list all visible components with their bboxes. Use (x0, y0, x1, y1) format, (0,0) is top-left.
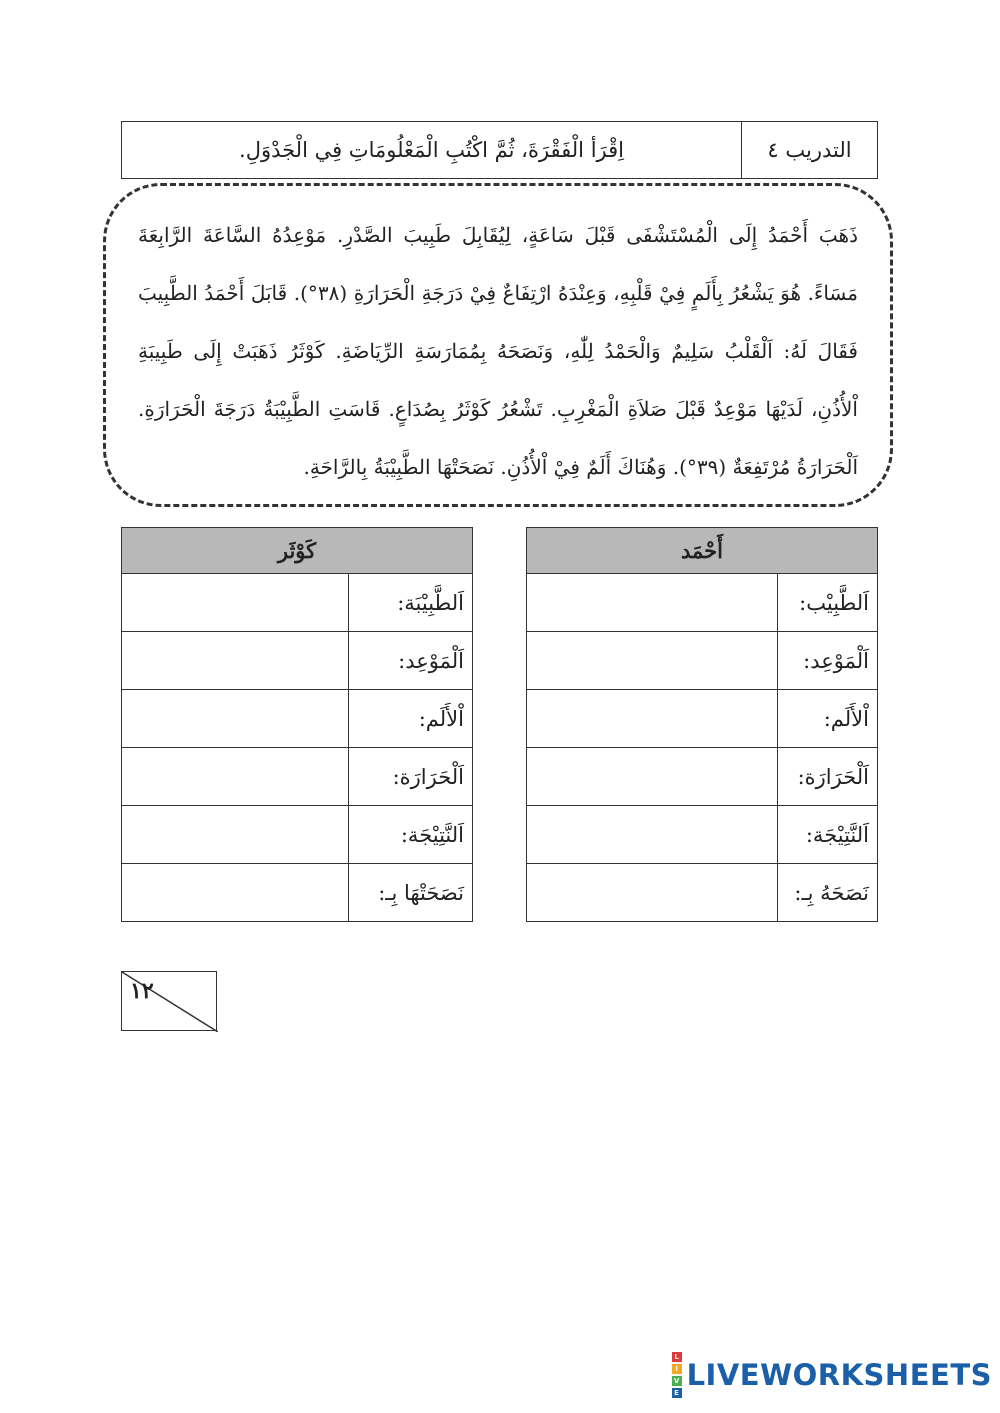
row-label: اَلْحَرَارَة: (778, 748, 878, 806)
ahmad-table-title: أَحْمَد (527, 528, 878, 574)
answer-cell[interactable] (122, 690, 349, 748)
page-number-box (121, 971, 217, 1031)
answer-cell[interactable] (122, 806, 349, 864)
row-label: اَلْحَرَارَة: (349, 748, 473, 806)
answer-cell[interactable] (527, 806, 778, 864)
table-row (527, 690, 878, 748)
answer-cell[interactable] (122, 864, 349, 922)
row-label: نَصَحَهُ بِـ: (778, 864, 878, 922)
table-row (122, 690, 473, 748)
answer-cell[interactable] (122, 748, 349, 806)
row-label: اَلْمَوْعِد: (778, 632, 878, 690)
logo-letter: I (672, 1364, 682, 1374)
row-label: اَلطَّبِيْبَة: (349, 574, 473, 632)
answer-cell[interactable] (527, 864, 778, 922)
answer-cell[interactable] (122, 574, 349, 632)
logo-letter: V (672, 1376, 682, 1386)
row-label: اْلأَلَم: (778, 690, 878, 748)
row-label: اَلنَّتِيْجَة: (349, 806, 473, 864)
exercise-number: التدريب ٤ (741, 122, 877, 178)
table-row (527, 864, 878, 922)
exercise-header (121, 121, 878, 179)
page-number: ١٢ (130, 978, 154, 1004)
table-row (527, 632, 878, 690)
logo-letter: E (672, 1388, 682, 1398)
row-label: نَصَحَتْهَا بِـ: (349, 864, 473, 922)
row-label: اَلطَّبِيْب: (778, 574, 878, 632)
row-label: اْلأَلَم: (349, 690, 473, 748)
reading-passage: ذَهَبَ أَحْمَدُ إِلَى الْمُسْتَشْفَى قَبْلَ سَاعَةٍ، لِيُقَابِلَ طَبِيبَ الصَّدْرِ. مَوْعِدُهُ السَّاعَةَ الرَّابِعَةَ مَسَاءً. هُوَ يَشْعُرُ بِأَلَمٍ فِيْ قَلْبِهِ، وَعِنْدَهُ ارْتِفَاعٌ فِيْ دَرَجَةِ الْحَرَارَةِ (٣٨°). قَابَلَ أَحْمَدُ الطَّبِيبَ فَقَالَ لَهُ: اَلْقَلْبُ سَلِيمٌ وَالْحَمْدُ لِلّٰهِ، وَنَصَحَهُ بِمُمَارَسَةِ الرِّيَاضَةِ. كَوْثَرُ ذَهَبَتْ إِلَى طَبِيبَةِ اْلأُذُنِ، لَدَيْهَا مَوْعِدٌ قَبْلَ صَلاَةِ الْمَغْرِبِ. تَشْعُرُ كَوْثَرُ بِصُدَاعٍ. قَاسَتِ الطَّبِيْبَةُ دَرَجَةَ الْحَرَارَةِ. اَلْحَرَارَةُ مُرْتَفِعَةٌ (٣٩°). وَهُنَاكَ أَلَمٌ فِيْ اْلأُذُنِ. نَصَحَتْهَا الطَّبِيْبَةُ بِالرَّاحَةِ. (103, 183, 893, 507)
table-row (122, 632, 473, 690)
answer-cell[interactable] (527, 690, 778, 748)
table-row (527, 574, 878, 632)
table-row (122, 574, 473, 632)
table-row (122, 864, 473, 922)
answer-cell[interactable] (122, 632, 349, 690)
answer-cell[interactable] (527, 574, 778, 632)
brand-name: LIVEWORKSHEETS (686, 1358, 992, 1392)
row-label: اَلْمَوْعِد: (349, 632, 473, 690)
table-row (527, 748, 878, 806)
logo-letter: L (672, 1352, 682, 1362)
answer-cell[interactable] (527, 748, 778, 806)
table-row (527, 806, 878, 864)
exercise-instruction: اِقْرَأ الْفَقْرَةَ، ثُمَّ اكْتُبِ الْمَعْلُومَاتِ فِي الْجَدْوَلِ. (239, 138, 624, 162)
liveworksheets-brand (672, 1351, 992, 1399)
row-label: اَلنَّتِيْجَة: (778, 806, 878, 864)
liveworksheets-logo-icon (672, 1351, 682, 1399)
kawthar-table-title: كَوْثَر (122, 528, 473, 574)
table-row (122, 748, 473, 806)
ahmad-table (526, 527, 878, 922)
table-row (122, 806, 473, 864)
kawthar-table (121, 527, 473, 922)
answer-cell[interactable] (527, 632, 778, 690)
